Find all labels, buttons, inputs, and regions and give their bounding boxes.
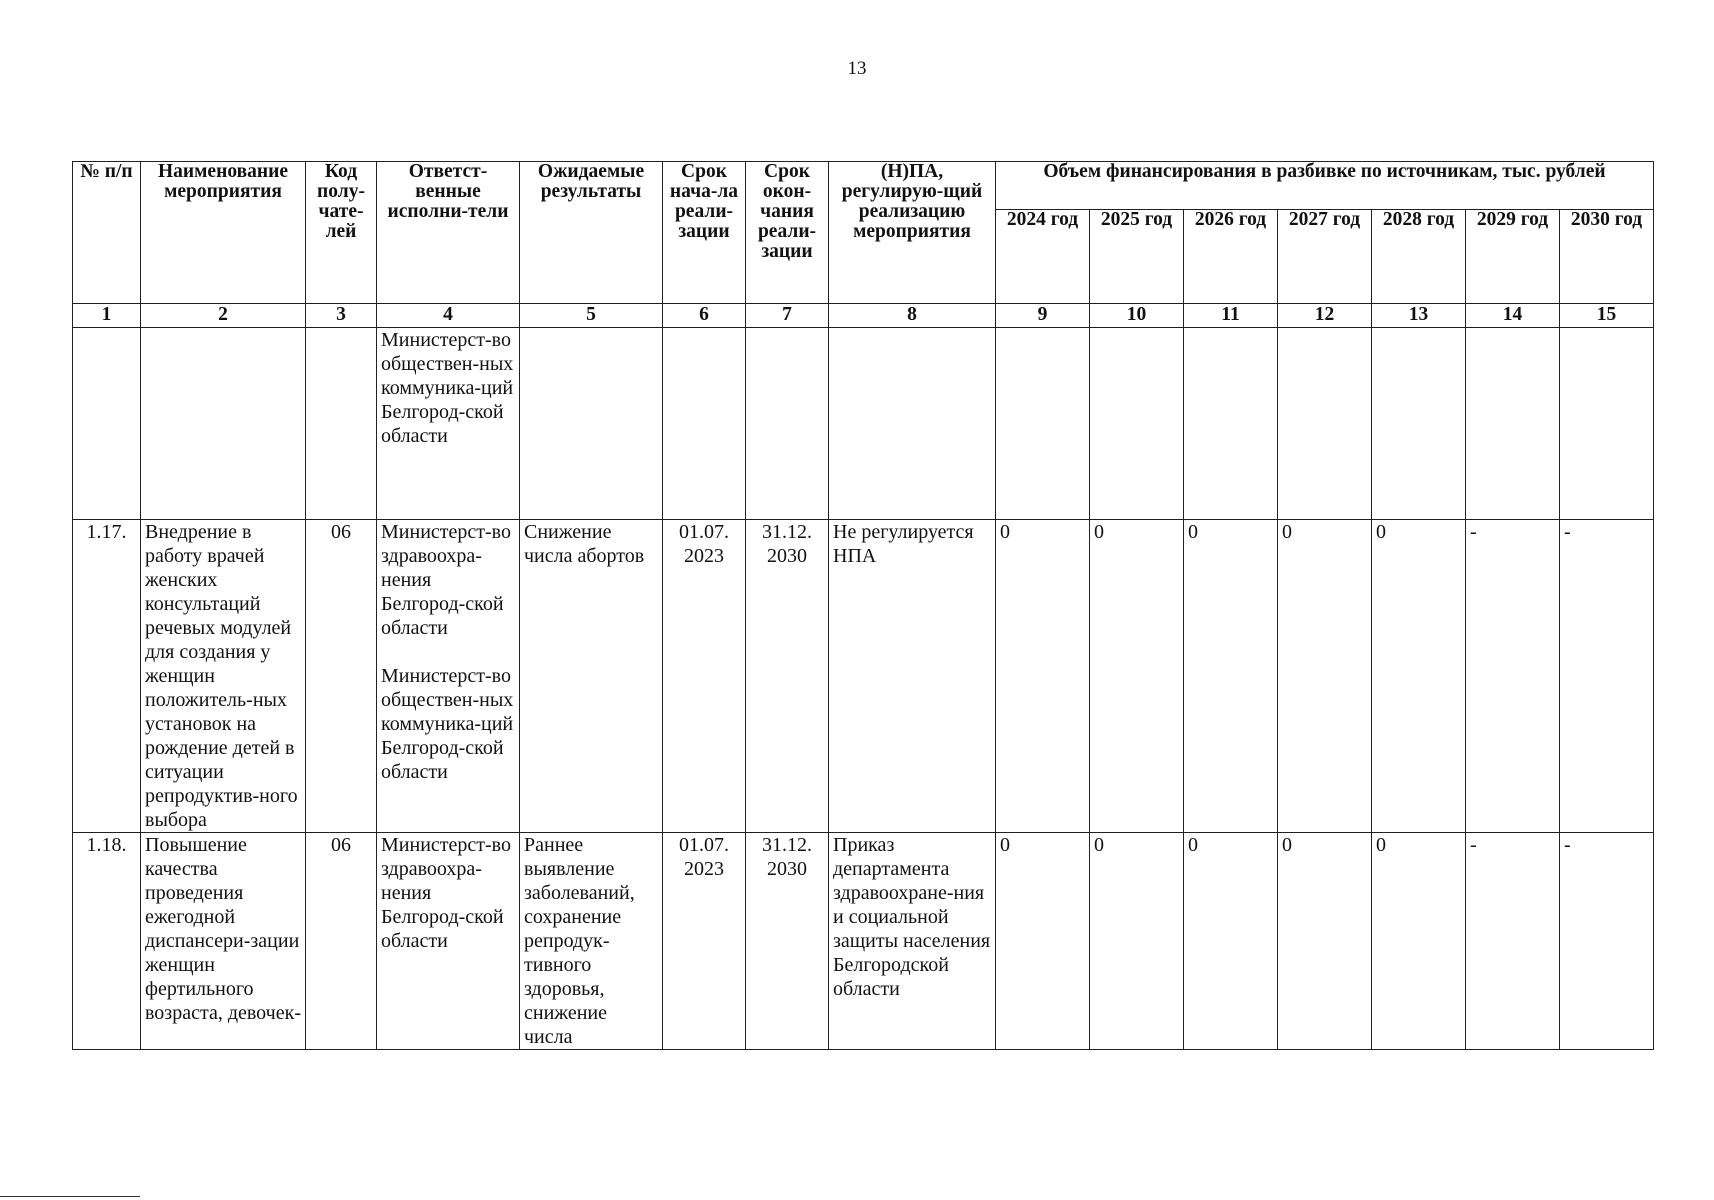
cell-funding-2030: - [1560, 520, 1654, 833]
column-number: 11 [1184, 304, 1278, 328]
table-row-continuation [73, 328, 1654, 520]
cell-funding-2027: 0 [1278, 520, 1372, 833]
cell-funding-2025: 0 [1090, 520, 1184, 833]
cell-funding-2029: - [1466, 833, 1560, 1050]
cell-funding-2026: 0 [1184, 520, 1278, 833]
header-start: Срок нача-ла реали-зации [663, 162, 746, 304]
column-number: 15 [1560, 304, 1654, 328]
header-year-2025: 2025 год [1090, 210, 1184, 304]
cell-results: Раннее выявление заболеваний, сохранение репродук-тивного здоровья, снижение числа [520, 833, 663, 1050]
header-year-2024: 2024 год [996, 210, 1090, 304]
column-number: 7 [746, 304, 829, 328]
cell-funding-2024: 0 [996, 520, 1090, 833]
header-code: Код полу-чате-лей [306, 162, 377, 304]
column-number: 14 [1466, 304, 1560, 328]
cell-funding-2027: 0 [1278, 833, 1372, 1050]
header-executors: Ответст-венные исполни-тели [377, 162, 520, 304]
cell-name: Внедрение в работу врачей женских консультаций речевых модулей для создания у женщин положитель-ных установок на рождение детей в ситуации репродуктив-ного выбора [141, 520, 306, 833]
executor-1: Министерст-во здравоохра-нения Белгород-ской области [381, 521, 511, 639]
cell-npa: Не регулируется НПА [829, 520, 996, 833]
column-number: 5 [520, 304, 663, 328]
cell-end: 31.12. 2030 [746, 520, 829, 833]
cell-code: 06 [306, 833, 377, 1050]
header-funding: Объем финансирования в разбивке по источникам, тыс. рублей [996, 162, 1654, 210]
column-number: 10 [1090, 304, 1184, 328]
header-year-2027: 2027 год [1278, 210, 1372, 304]
column-number: 3 [306, 304, 377, 328]
cell-funding-2028: 0 [1372, 520, 1466, 833]
cell-num: 1.18. [73, 833, 141, 1050]
cell-executors: Министерст-во здравоохра-нения Белгород-ской области [377, 833, 520, 1050]
header-year-2028: 2028 год [1372, 210, 1466, 304]
header-year-2026: 2026 год [1184, 210, 1278, 304]
cell-executors [377, 520, 520, 833]
cell-funding-2026: 0 [1184, 833, 1278, 1050]
cell-code: 06 [306, 520, 377, 833]
column-number: 8 [829, 304, 996, 328]
cell-funding-2024: 0 [996, 833, 1090, 1050]
header-year-2030: 2030 год [1560, 210, 1654, 304]
executor-2: Министерст-во обществен-ных коммуника-ций Белгород-ской области [381, 665, 514, 783]
column-number: 2 [141, 304, 306, 328]
column-number: 1 [73, 304, 141, 328]
cell-funding-2028: 0 [1372, 833, 1466, 1050]
column-number: 13 [1372, 304, 1466, 328]
cell-funding-2030: - [1560, 833, 1654, 1050]
table-row-1-17 [73, 520, 1654, 833]
cell-num: 1.17. [73, 520, 141, 833]
cell-funding-2025: 0 [1090, 833, 1184, 1050]
funding-table [72, 161, 1654, 1050]
header-name: Наименование мероприятия [141, 162, 306, 304]
cell-start: 01.07. 2023 [663, 833, 746, 1050]
header-end: Срок окон-чания реали-зации [746, 162, 829, 304]
footnote-rule [0, 1196, 140, 1197]
cell-npa: Приказ департамента здравоохране-ния и социальной защиты населения Белгородской области [829, 833, 996, 1050]
page-number: 13 [847, 58, 867, 79]
cell-name: Повышение качества проведения ежегодной диспансери-зации женщин фертильного возраста, девочек- [141, 833, 306, 1050]
table-row-1-18 [73, 833, 1654, 1050]
header-npa: (Н)ПА, регулирую-щий реализацию мероприятия [829, 162, 996, 304]
column-number: 12 [1278, 304, 1372, 328]
cell-funding-2029: - [1466, 520, 1560, 833]
header-num: № п/п [73, 162, 141, 304]
cell-end: 31.12. 2030 [746, 833, 829, 1050]
header-results: Ожидаемые результаты [520, 162, 663, 304]
column-number: 9 [996, 304, 1090, 328]
column-number: 6 [663, 304, 746, 328]
column-number: 4 [377, 304, 520, 328]
cell-executors: Министерст-во обществен-ных коммуника-ций Белгород-ской области [377, 328, 520, 520]
cell-results: Снижение числа абортов [520, 520, 663, 833]
header-year-2029: 2029 год [1466, 210, 1560, 304]
cell-start: 01.07. 2023 [663, 520, 746, 833]
